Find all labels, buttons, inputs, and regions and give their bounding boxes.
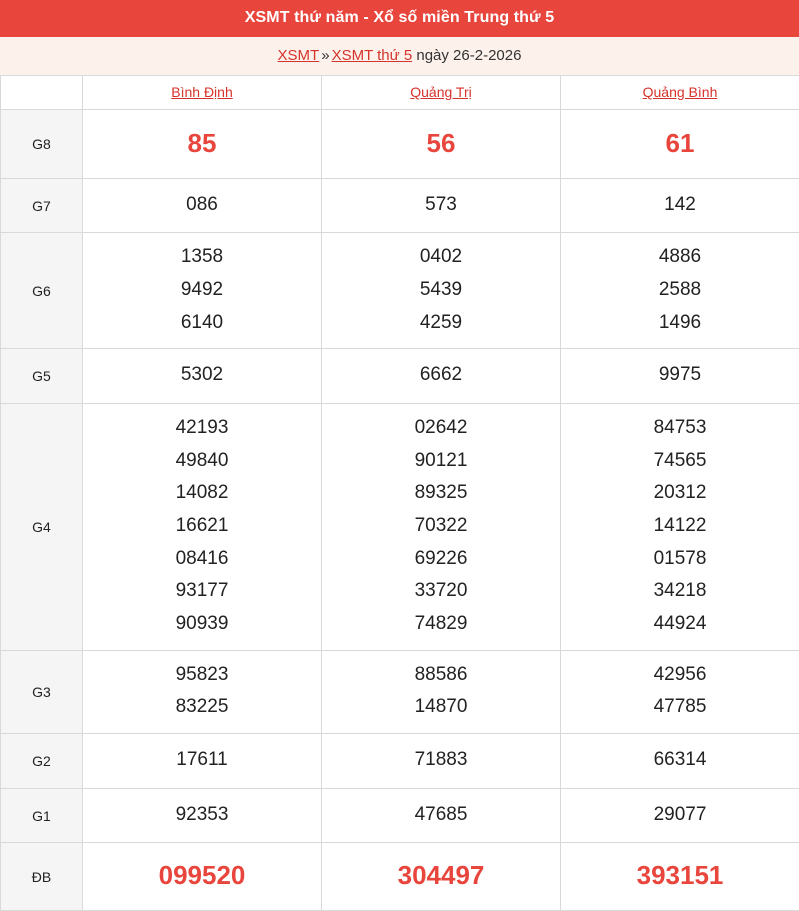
lottery-number: 66314 xyxy=(565,744,795,777)
lottery-number: 1358 xyxy=(87,241,317,274)
prize-cell-db-binh-dinh xyxy=(83,843,322,911)
prize-cell-g4-binh-dinh xyxy=(83,404,322,651)
lottery-number: 33720 xyxy=(326,575,556,608)
province-link-quang-binh[interactable]: Quảng Bình xyxy=(643,84,718,100)
table-row xyxy=(1,349,799,404)
lottery-number: 9492 xyxy=(87,274,317,307)
lottery-number: 92353 xyxy=(87,799,317,832)
lottery-number: 83225 xyxy=(87,691,317,724)
lottery-number: 89325 xyxy=(326,477,556,510)
prize-cell-g1-binh-dinh xyxy=(83,788,322,843)
lottery-number: 74829 xyxy=(326,608,556,641)
province-link-quang-tri[interactable]: Quảng Trị xyxy=(410,84,471,100)
table-row xyxy=(1,178,799,233)
prize-label-g1: G1 xyxy=(1,788,83,843)
table-row xyxy=(1,788,799,843)
lottery-number: 142 xyxy=(565,189,795,222)
prize-cell-db-quang-binh xyxy=(561,843,799,911)
lottery-number: 42956 xyxy=(565,659,795,692)
lottery-number: 90121 xyxy=(326,445,556,478)
prize-cell-g8-quang-binh xyxy=(561,110,799,179)
lottery-number: 099520 xyxy=(87,853,317,898)
table-row xyxy=(1,650,799,733)
lottery-number: 70322 xyxy=(326,510,556,543)
lottery-number: 42193 xyxy=(87,412,317,445)
lottery-number: 71883 xyxy=(326,744,556,777)
lottery-number: 20312 xyxy=(565,477,795,510)
lottery-number: 14082 xyxy=(87,477,317,510)
prize-cell-g2-quang-binh xyxy=(561,734,799,789)
breadcrumb-link-xsmt-thu-5[interactable]: XSMT thứ 5 xyxy=(332,47,413,64)
lottery-number: 2588 xyxy=(565,274,795,307)
province-link-binh-dinh[interactable]: Bình Định xyxy=(171,84,232,100)
lottery-number: 49840 xyxy=(87,445,317,478)
prize-cell-g8-binh-dinh xyxy=(83,110,322,179)
prize-label-db: ĐB xyxy=(1,843,83,911)
prize-cell-g6-quang-binh xyxy=(561,233,799,349)
lottery-number: 573 xyxy=(326,189,556,222)
lottery-number: 4886 xyxy=(565,241,795,274)
lottery-number: 14870 xyxy=(326,691,556,724)
lottery-number: 93177 xyxy=(87,575,317,608)
header-province-0 xyxy=(83,76,322,110)
lottery-number: 17611 xyxy=(87,744,317,777)
header-province-1 xyxy=(322,76,561,110)
lottery-number: 5302 xyxy=(87,359,317,392)
prize-cell-g4-quang-tri xyxy=(322,404,561,651)
page-title: XSMT thứ năm - Xổ số miền Trung thứ 5 xyxy=(0,0,799,37)
lottery-number: 02642 xyxy=(326,412,556,445)
prize-cell-g3-binh-dinh xyxy=(83,650,322,733)
prize-cell-g6-quang-tri xyxy=(322,233,561,349)
lottery-number: 0402 xyxy=(326,241,556,274)
breadcrumb-link-xsmt[interactable]: XSMT xyxy=(278,47,320,64)
prize-label-g3: G3 xyxy=(1,650,83,733)
lottery-number: 95823 xyxy=(87,659,317,692)
prize-cell-g6-binh-dinh xyxy=(83,233,322,349)
lottery-number: 08416 xyxy=(87,543,317,576)
header-province-2 xyxy=(561,76,799,110)
prize-cell-g3-quang-binh xyxy=(561,650,799,733)
prize-cell-g5-binh-dinh xyxy=(83,349,322,404)
prize-cell-g7-quang-tri xyxy=(322,178,561,233)
prize-cell-g1-quang-tri xyxy=(322,788,561,843)
lottery-number: 4259 xyxy=(326,307,556,340)
lottery-number: 5439 xyxy=(326,274,556,307)
lottery-number: 6140 xyxy=(87,307,317,340)
lottery-number: 6662 xyxy=(326,359,556,392)
prize-cell-g8-quang-tri xyxy=(322,110,561,179)
lottery-number: 14122 xyxy=(565,510,795,543)
lottery-number: 16621 xyxy=(87,510,317,543)
table-row xyxy=(1,734,799,789)
table-row xyxy=(1,404,799,651)
prize-label-g2: G2 xyxy=(1,734,83,789)
prize-cell-g5-quang-tri xyxy=(322,349,561,404)
lottery-number: 086 xyxy=(87,189,317,222)
lottery-number: 304497 xyxy=(326,853,556,898)
prize-cell-g3-quang-tri xyxy=(322,650,561,733)
lottery-number: 90939 xyxy=(87,608,317,641)
breadcrumb-date: ngày 26-2-2026 xyxy=(416,47,521,64)
lottery-number: 69226 xyxy=(326,543,556,576)
results-table xyxy=(0,75,799,911)
lottery-number: 74565 xyxy=(565,445,795,478)
breadcrumb-separator: » xyxy=(319,47,331,64)
table-row xyxy=(1,110,799,179)
prize-cell-g5-quang-binh xyxy=(561,349,799,404)
prize-label-g6: G6 xyxy=(1,233,83,349)
lottery-number: 34218 xyxy=(565,575,795,608)
results-body xyxy=(1,110,799,911)
table-row xyxy=(1,233,799,349)
lottery-number: 84753 xyxy=(565,412,795,445)
prize-cell-g2-binh-dinh xyxy=(83,734,322,789)
prize-cell-g7-binh-dinh xyxy=(83,178,322,233)
prize-label-g5: G5 xyxy=(1,349,83,404)
lottery-number: 61 xyxy=(565,121,795,166)
prize-label-g8: G8 xyxy=(1,110,83,179)
lottery-number: 9975 xyxy=(565,359,795,392)
table-row xyxy=(1,843,799,911)
lottery-number: 1496 xyxy=(565,307,795,340)
table-header-row xyxy=(1,76,799,110)
breadcrumb xyxy=(0,37,799,75)
prize-label-g7: G7 xyxy=(1,178,83,233)
prize-cell-g7-quang-binh xyxy=(561,178,799,233)
lottery-number: 29077 xyxy=(565,799,795,832)
prize-cell-g4-quang-binh xyxy=(561,404,799,651)
lottery-number: 393151 xyxy=(565,853,795,898)
lottery-number: 88586 xyxy=(326,659,556,692)
lottery-number: 47685 xyxy=(326,799,556,832)
prize-cell-g1-quang-binh xyxy=(561,788,799,843)
prize-cell-db-quang-tri xyxy=(322,843,561,911)
lottery-number: 56 xyxy=(326,121,556,166)
lottery-number: 44924 xyxy=(565,608,795,641)
lottery-number: 01578 xyxy=(565,543,795,576)
lottery-number: 47785 xyxy=(565,691,795,724)
lottery-number: 85 xyxy=(87,121,317,166)
header-corner xyxy=(1,76,83,110)
prize-label-g4: G4 xyxy=(1,404,83,651)
prize-cell-g2-quang-tri xyxy=(322,734,561,789)
